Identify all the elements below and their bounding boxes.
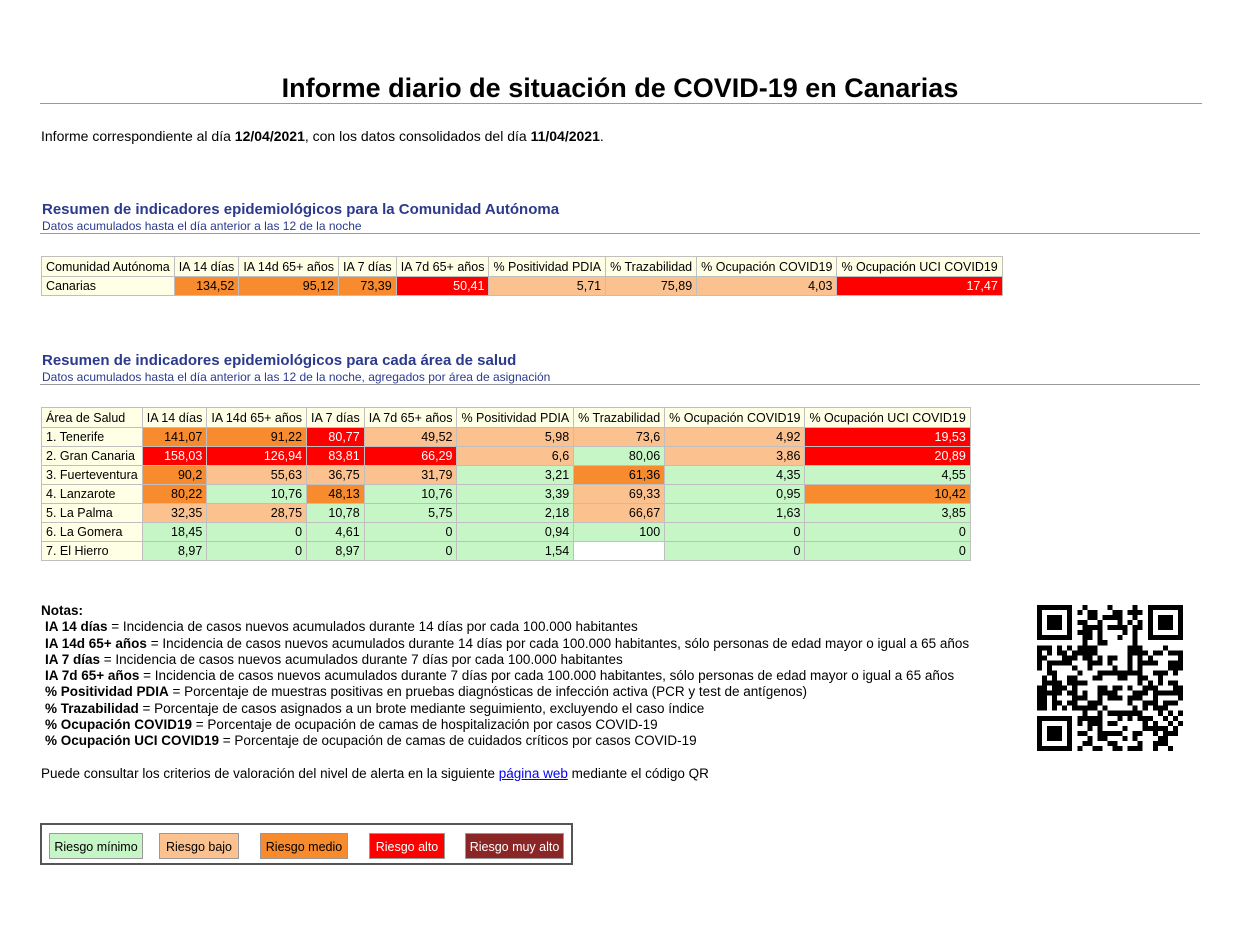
value-cell: 95,12	[239, 277, 339, 296]
note-description: = Incidencia de casos nuevos acumulados durante 7 días por cada 100.000 habitantes, sólo personas de edad mayor o igual a 65 años	[139, 668, 955, 684]
row-name-cell: 7. El Hierro	[42, 542, 143, 561]
value-cell: 4,92	[665, 428, 805, 447]
report-title: Informe diario de situación de COVID-19 en Canarias	[281, 73, 959, 103]
note-term: IA 7 días	[45, 651, 101, 667]
intro-prefix: Informe correspondiente al día	[41, 128, 231, 144]
value-cell: 3,39	[457, 485, 574, 504]
legend-risk-very-high: Riesgo muy alto	[465, 833, 564, 859]
column-header: % Positividad PDIA	[489, 257, 606, 277]
value-cell: 17,47	[837, 277, 1002, 296]
table-row	[42, 428, 971, 447]
value-cell	[574, 542, 665, 561]
value-cell: 1,54	[457, 542, 574, 561]
report-date: 12/04/2021	[234, 128, 305, 144]
note-item	[41, 652, 969, 668]
value-cell: 100	[574, 523, 665, 542]
consult-suffix: mediante el código QR	[567, 766, 709, 781]
legend-risk-minimum: Riesgo mínimo	[49, 833, 143, 859]
value-cell: 48,13	[307, 485, 365, 504]
column-header: IA 14d 65+ años	[239, 257, 339, 277]
value-cell: 73,6	[574, 428, 665, 447]
section1-title: Resumen de indicadores epidemiológicos para la Comunidad Autónoma	[42, 201, 560, 218]
value-cell: 50,41	[396, 277, 489, 296]
value-cell: 4,55	[805, 466, 970, 485]
column-header: % Ocupación COVID19	[697, 257, 837, 277]
value-cell: 80,06	[574, 447, 665, 466]
section1-divider	[40, 233, 1200, 234]
value-cell: 5,75	[364, 504, 457, 523]
value-cell: 3,21	[457, 466, 574, 485]
note-item	[41, 733, 969, 749]
value-cell: 141,07	[142, 428, 207, 447]
note-item	[41, 636, 969, 652]
value-cell: 0	[364, 542, 457, 561]
value-cell: 4,35	[665, 466, 805, 485]
table-row	[42, 542, 971, 561]
notes-heading: Notas:	[41, 603, 84, 618]
value-cell: 4,61	[307, 523, 365, 542]
value-cell: 10,42	[805, 485, 970, 504]
section2-divider	[40, 384, 1200, 385]
column-header: IA 7d 65+ años	[364, 408, 457, 428]
column-header: IA 14d 65+ años	[207, 408, 307, 428]
table-row	[42, 277, 1003, 296]
note-description: = Porcentaje de ocupación de camas de cuidados críticos por casos COVID-19	[219, 733, 697, 749]
value-cell: 3,86	[665, 447, 805, 466]
consult-text	[41, 766, 709, 781]
value-cell: 8,97	[307, 542, 365, 561]
value-cell: 0,94	[457, 523, 574, 542]
title-divider	[40, 103, 1202, 104]
column-header: IA 7 días	[339, 257, 397, 277]
value-cell: 6,6	[457, 447, 574, 466]
table-row	[42, 504, 971, 523]
value-cell: 5,71	[489, 277, 606, 296]
value-cell: 0	[805, 542, 970, 561]
risk-legend	[40, 823, 573, 865]
section1-subtitle: Datos acumulados hasta el día anterior a las 12 de la noche	[42, 219, 362, 233]
value-cell: 18,45	[142, 523, 207, 542]
column-header: % Trazabilidad	[606, 257, 697, 277]
value-cell: 5,98	[457, 428, 574, 447]
value-cell: 3,85	[805, 504, 970, 523]
value-cell: 19,53	[805, 428, 970, 447]
value-cell: 10,78	[307, 504, 365, 523]
health-area-indicators-table	[41, 407, 971, 561]
value-cell: 55,63	[207, 466, 307, 485]
value-cell: 0	[665, 542, 805, 561]
value-cell: 80,22	[142, 485, 207, 504]
column-header: IA 7d 65+ años	[396, 257, 489, 277]
value-cell: 28,75	[207, 504, 307, 523]
value-cell: 10,76	[207, 485, 307, 504]
row-name-cell: 2. Gran Canaria	[42, 447, 143, 466]
column-header: IA 14 días	[142, 408, 207, 428]
value-cell: 134,52	[174, 277, 239, 296]
column-header: Comunidad Autónoma	[42, 257, 175, 277]
note-term: % Ocupación COVID19	[45, 717, 193, 733]
table-row	[42, 523, 971, 542]
column-header: % Ocupación COVID19	[665, 408, 805, 428]
note-description: = Porcentaje de ocupación de camas de hospitalización por casos COVID-19	[192, 717, 658, 733]
value-cell: 61,36	[574, 466, 665, 485]
value-cell: 83,81	[307, 447, 365, 466]
value-cell: 49,52	[364, 428, 457, 447]
value-cell: 0	[364, 523, 457, 542]
note-item	[41, 701, 969, 717]
legend-risk-high: Riesgo alto	[369, 833, 445, 859]
value-cell: 69,33	[574, 485, 665, 504]
value-cell: 126,94	[207, 447, 307, 466]
value-cell: 66,29	[364, 447, 457, 466]
value-cell: 0	[665, 523, 805, 542]
row-name-cell: 3. Fuerteventura	[42, 466, 143, 485]
value-cell: 20,89	[805, 447, 970, 466]
value-cell: 10,76	[364, 485, 457, 504]
column-header: Área de Salud	[42, 408, 143, 428]
note-description: = Porcentaje de muestras positivas en pruebas diagnósticas de infección activa (PCR y test de antígenos)	[168, 684, 808, 700]
community-indicators-table	[41, 256, 1003, 296]
table-row	[42, 485, 971, 504]
note-term: IA 7d 65+ años	[45, 668, 140, 684]
qr-code-icon[interactable]	[1037, 605, 1183, 751]
note-term: % Positividad PDIA	[45, 684, 169, 700]
value-cell: 36,75	[307, 466, 365, 485]
row-name-cell: Canarias	[42, 277, 175, 296]
column-header: % Ocupación UCI COVID19	[805, 408, 970, 428]
row-name-cell: 5. La Palma	[42, 504, 143, 523]
note-item	[41, 619, 969, 635]
value-cell: 90,2	[142, 466, 207, 485]
value-cell: 31,79	[364, 466, 457, 485]
note-description: = Incidencia de casos nuevos acumulados durante 14 días por cada 100.000 habitantes, sólo personas de edad mayor o igual a 65 años	[146, 635, 970, 651]
row-name-cell: 1. Tenerife	[42, 428, 143, 447]
value-cell: 32,35	[142, 504, 207, 523]
legend-risk-low: Riesgo bajo	[159, 833, 239, 859]
table-header-row	[42, 257, 1003, 277]
value-cell: 2,18	[457, 504, 574, 523]
value-cell: 73,39	[339, 277, 397, 296]
value-cell: 0	[207, 523, 307, 542]
note-term: % Ocupación UCI COVID19	[45, 733, 220, 749]
column-header: IA 14 días	[174, 257, 239, 277]
table-row	[42, 466, 971, 485]
value-cell: 0	[207, 542, 307, 561]
column-header: IA 7 días	[307, 408, 365, 428]
data-date: 11/04/2021	[530, 128, 600, 144]
note-item	[41, 684, 969, 700]
table-header-row	[42, 408, 971, 428]
intro-middle: , con los datos consolidados del día	[304, 128, 527, 144]
note-description: = Incidencia de casos nuevos acumulados durante 14 días por cada 100.000 habitantes	[107, 619, 638, 635]
section2-title: Resumen de indicadores epidemiológicos para cada área de salud	[42, 352, 517, 369]
web-page-link[interactable]: página web	[498, 766, 568, 781]
consult-prefix: Puede consultar los criterios de valoración del nivel de alerta en la siguiente	[41, 766, 499, 781]
note-term: IA 14d 65+ años	[45, 635, 147, 651]
section2-subtitle: Datos acumulados hasta el día anterior a las 12 de la noche, agregados por área de asignación	[42, 370, 551, 384]
note-item	[41, 668, 969, 684]
value-cell: 80,77	[307, 428, 365, 447]
note-item	[41, 717, 969, 733]
note-description: = Porcentaje de casos asignados a un brote mediante seguimiento, excluyendo el caso índice	[138, 700, 705, 716]
value-cell: 0	[805, 523, 970, 542]
value-cell: 4,03	[697, 277, 837, 296]
value-cell: 158,03	[142, 447, 207, 466]
column-header: % Ocupación UCI COVID19	[837, 257, 1002, 277]
value-cell: 91,22	[207, 428, 307, 447]
legend-risk-medium: Riesgo medio	[260, 833, 348, 859]
report-intro	[41, 128, 604, 144]
value-cell: 8,97	[142, 542, 207, 561]
column-header: % Trazabilidad	[574, 408, 665, 428]
note-term: % Trazabilidad	[45, 700, 139, 716]
value-cell: 66,67	[574, 504, 665, 523]
note-description: = Incidencia de casos nuevos acumulados durante 7 días por cada 100.000 habitantes	[100, 651, 623, 667]
row-name-cell: 4. Lanzarote	[42, 485, 143, 504]
value-cell: 1,63	[665, 504, 805, 523]
note-term: IA 14 días	[45, 619, 108, 635]
notes-section	[41, 603, 969, 750]
value-cell: 0,95	[665, 485, 805, 504]
table-row	[42, 447, 971, 466]
intro-suffix: .	[599, 128, 604, 144]
column-header: % Positividad PDIA	[457, 408, 574, 428]
value-cell: 75,89	[606, 277, 697, 296]
row-name-cell: 6. La Gomera	[42, 523, 143, 542]
